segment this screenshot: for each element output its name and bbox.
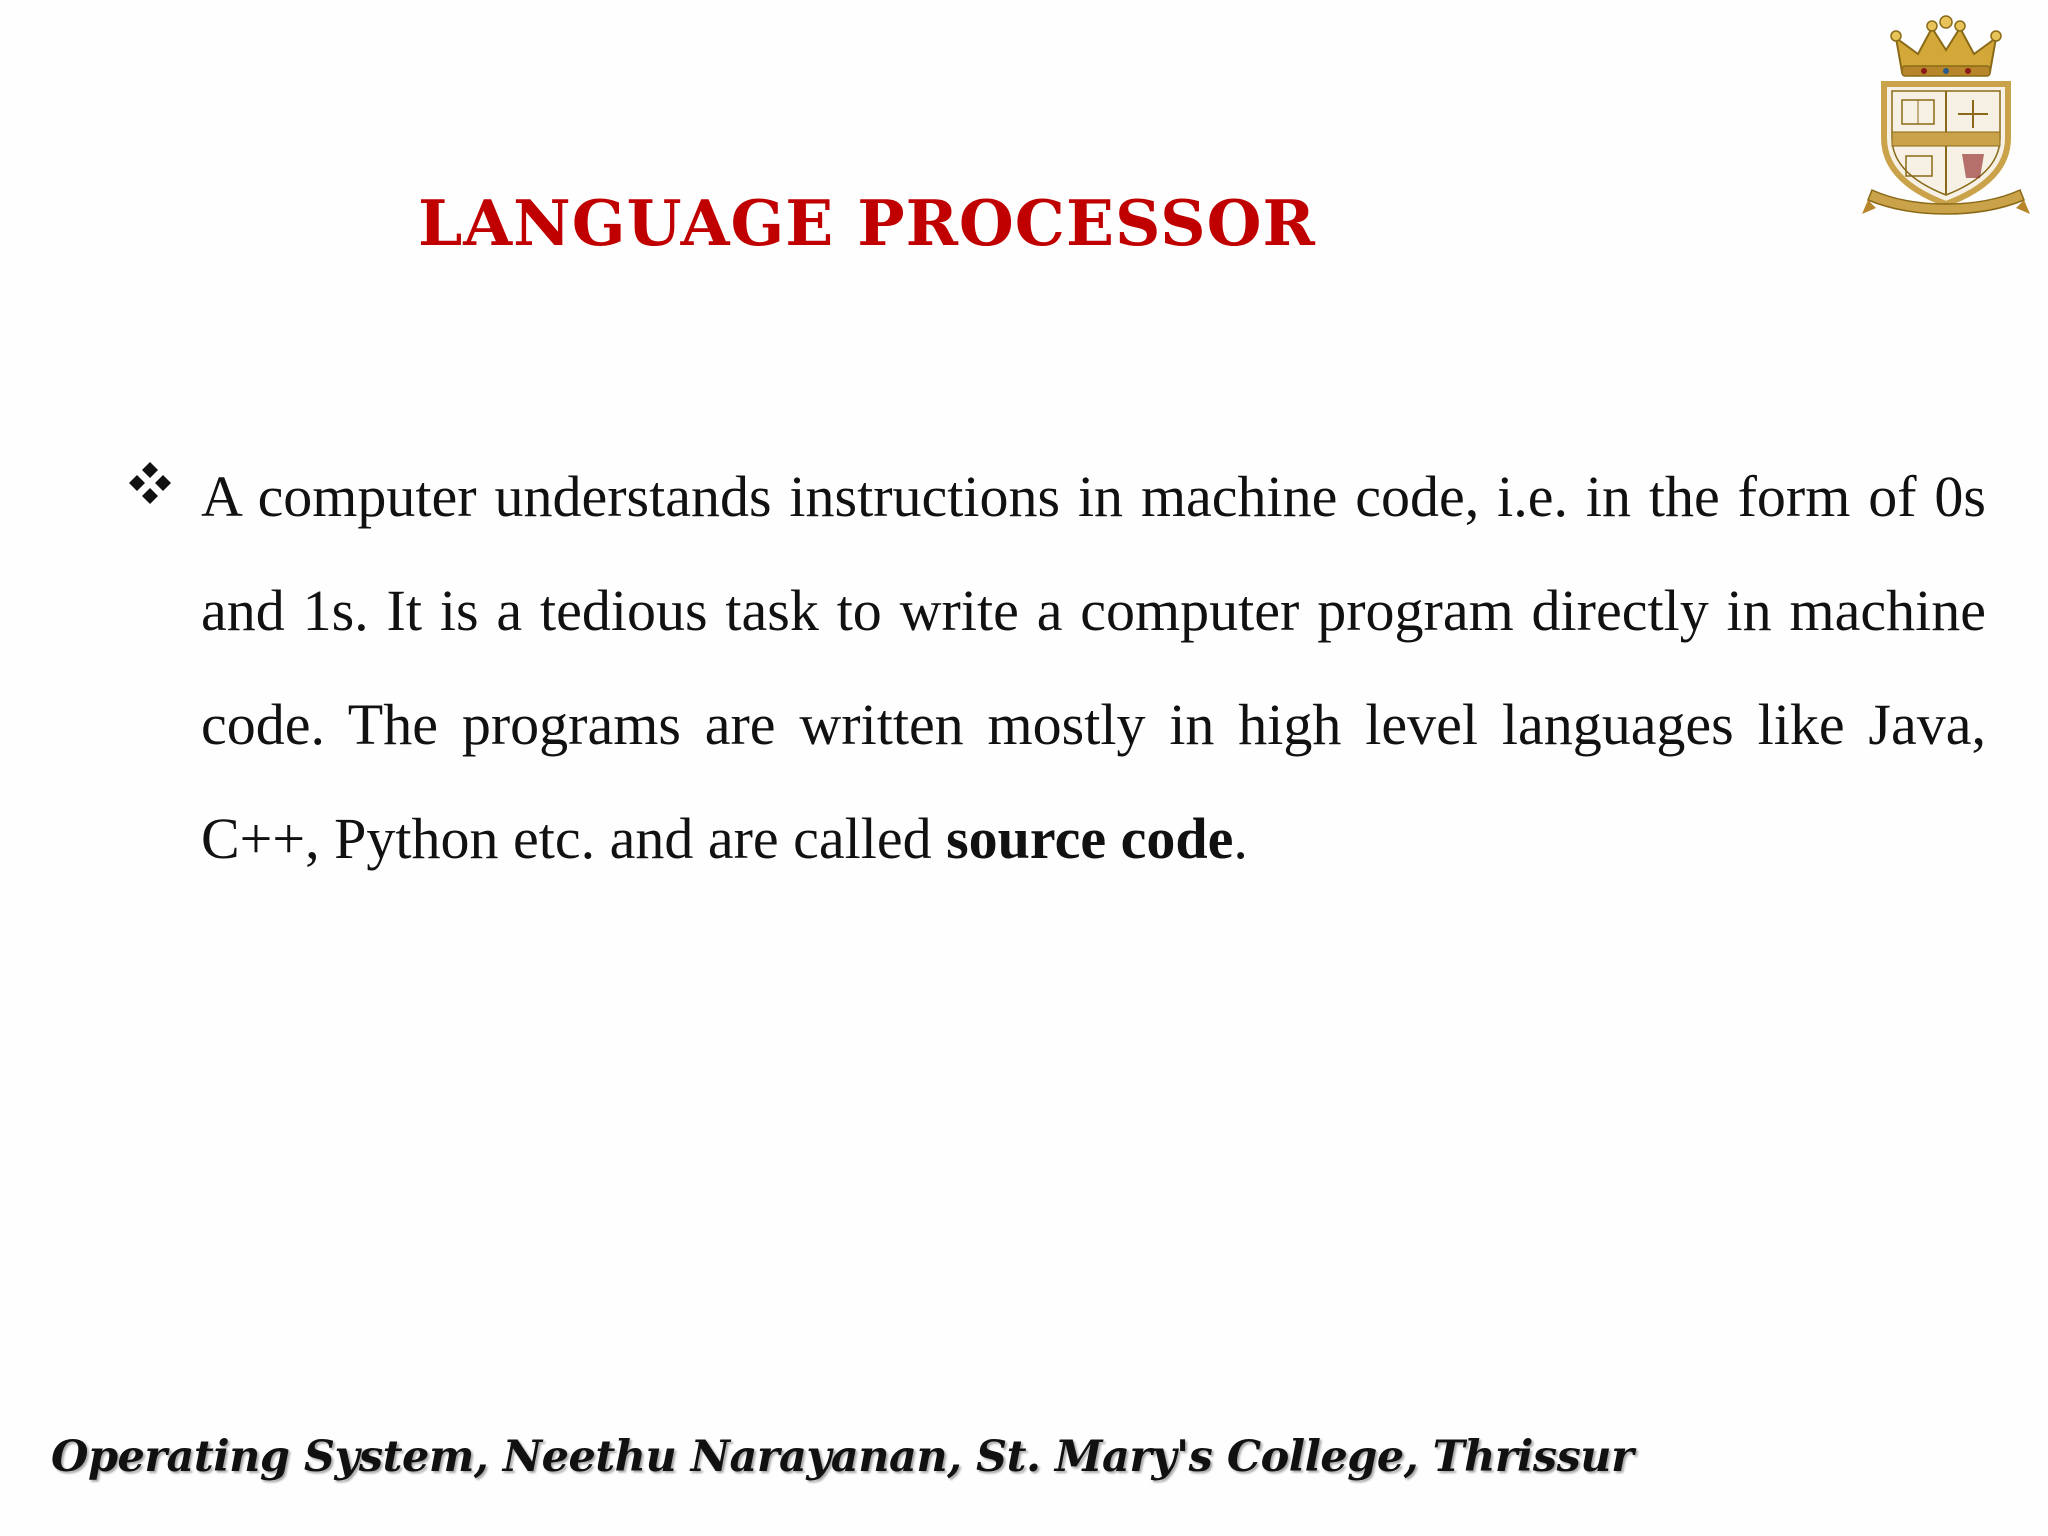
four-diamond-bullet-icon bbox=[127, 460, 173, 506]
slide-title: LANGUAGE PROCESSOR bbox=[418, 186, 1316, 260]
bullet-text-end: . bbox=[1233, 806, 1248, 871]
bold-term: source code bbox=[946, 806, 1234, 871]
crown-icon bbox=[1891, 16, 2001, 76]
college-crest-logo bbox=[1862, 14, 2030, 220]
slide-footer: Operating System, Neethu Narayanan, St. Mary's College, Thrissur bbox=[51, 1432, 1634, 1482]
bullet-paragraph bbox=[201, 440, 1986, 896]
bullet-text: A computer understands instructions in machine code, i.e. in the form of 0s and 1s. It is a tedious task to write a computer program directly in machine code. The programs are written mostly in high level languages like Java, C++, Python etc. and are called bbox=[201, 464, 1986, 871]
shield-icon bbox=[1884, 84, 2008, 204]
